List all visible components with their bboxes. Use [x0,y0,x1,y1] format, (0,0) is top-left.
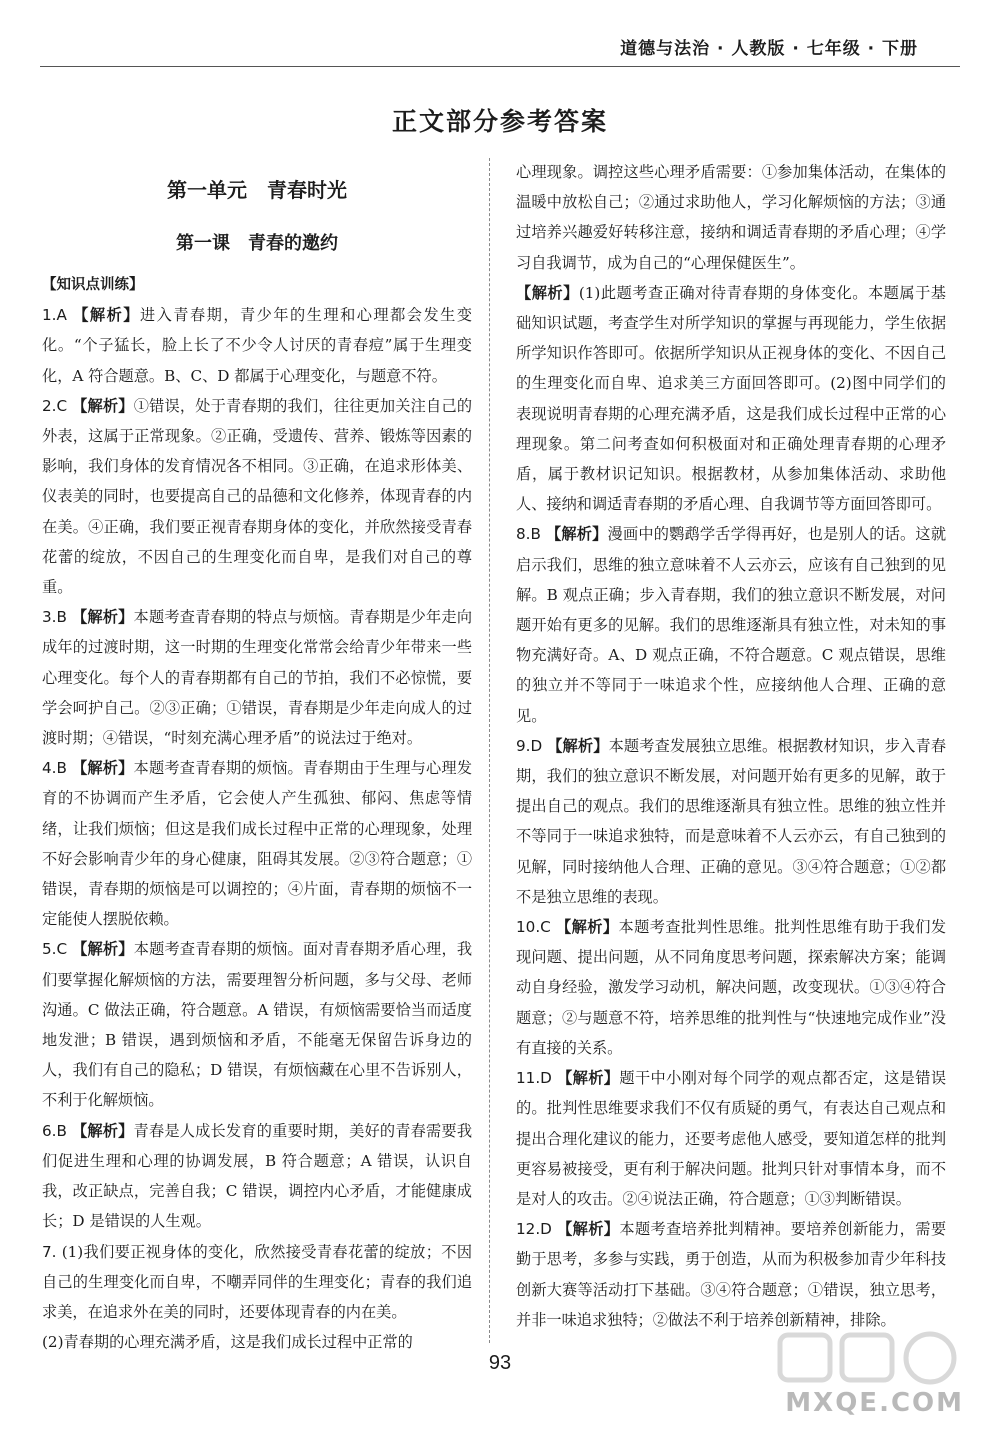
answer-item [516,1063,946,1214]
answer-text: 本题考查批判性思维。批判性思维有助于我们发现问题、提出问题，从不同角度思考问题，探索解决方案；能调动自身经验，激发学习动机，解决问题，改变现状。①③④符合题意；②与题意不符，培养思维的批判性与“快速地完成作业”没有直接的关系。 [516,918,947,1057]
page-title: 正文部分参考答案 [391,107,608,136]
answer-text: 心理现象。调控这些心理矛盾需要：①参加集体活动，在集体的温暖中放松自己；②通过求助他人，学习化解烦恼的方法；③通过培养兴趣爱好转移注意，接纳和调适青春期的矛盾心理；④学习自我调节，成为自己的“心理保健医生”。 [516,163,946,272]
answer-item [42,300,472,391]
answer-item [42,753,472,934]
watermark-text: MXQE.COM [785,1388,964,1418]
answer-text: (1)我们要正视身体的变化，欣然接受青春花蕾的绽放；不因自己的生理变化而自卑，不嘲弄同伴的生理变化；青春的我们追求美，在追求外在美的同时，还要体现青春的内在美。 [42,1242,473,1321]
left-answer-list [42,300,472,1357]
answer-item [516,912,946,1063]
answer-number: 5.C [42,940,68,959]
analysis-tag: 【解析】 [72,940,134,959]
answer-number: 11.D [516,1069,552,1088]
answer-number: 4.B [42,759,67,778]
answer-text: 题干中小刚对每个同学的观点都否定，这是错误的。批判性思维要求我们不仅有质疑的勇气，有表达自己观点和提出合理化建议的能力，还要考虑他人感受，要知道怎样的批判更容易被接受，更有利于解决问题。批判只针对事情本身，而不是对人的攻击。②④说法正确，符合题意；①③判断错误。 [516,1069,947,1208]
analysis-tag: 【解析】 [73,306,140,325]
answer-number: 3.B [42,608,67,627]
analysis-tag: 【解析】 [547,736,609,755]
answer-text: (2)青春期的心理充满矛盾，这是我们成长过程中正常的 [42,1333,413,1352]
lesson-heading: 第一课 青春的邀约 [176,233,338,254]
analysis-tag: 【解析】 [516,283,579,302]
unit-heading: 第一单元 青春时光 [167,178,347,202]
answer-item [42,602,472,753]
page-number: 93 [488,1352,512,1374]
answer-text: 漫画中的鹦鹉学舌学得再好，也是别人的话。这就启示我们，思维的独立意味着不人云亦云，应该有自己独到的见解。B 观点正确；步入青春期，我们的独立意识不断发展，对问题开始有更多的见解。我们的思维逐渐具有独立性，对未知的事物充满好奇。A、D 观点正确，不符合题意。C 观点错误，思维的独立并不等同于一味追求个性，应接纳他人合理、正确的意见。 [516,525,947,725]
answer-number: 2.C [42,396,68,415]
answer-text: 本题考查青春期的烦恼。面对青春期矛盾心理，我们要掌握化解烦恼的方法，需要理智分析问题，多与父母、老师沟通。C 做法正确，符合题意。A 错误，有烦恼需要恰当而适度地发泄；B 错误，遇到烦恼和矛盾，不能毫无保留告诉身边的人，我们有自己的隐私；D 错误，有烦恼藏在心里不告诉别人，不利于化解烦恼。 [42,940,473,1110]
column-divider [489,158,490,1343]
answer-item [42,1237,472,1328]
answer-text: 本题考查培养批判精神。要培养创新能力，需要勤于思考，多参与实践，勇于创造，从而为积极参加青少年科技创新大赛等活动打下基础。③④符合题意；①错误，独立思考，并非一味追求独特；②做法不利于培养创新精神，排除。 [516,1220,947,1329]
answer-number: 10.C [516,918,551,937]
analysis-tag: 【解析】 [545,525,608,544]
answer-number: 1.A [42,306,67,325]
right-answer-list [516,157,946,1335]
left-column [42,160,472,1357]
analysis-tag: 【解析】 [72,396,134,415]
header-rule [40,66,960,67]
section-label: 【知识点训练】 [42,277,144,293]
analysis-tag: 【解析】 [557,1069,620,1088]
answer-text: 青春是人成长发育的重要时期，美好的青春需要我们促进生理和心理的协调发展，B 符合题意；A 错误，认识自我，改正缺点，完善自我；C 错误，调控内心矛盾，才能健康成长；D 是错误的人生观。 [42,1121,473,1231]
answer-item [42,391,472,602]
answer-item [516,1214,946,1335]
answer-item [42,1116,472,1237]
right-column [516,157,946,1335]
answer-text: 本题考查青春期的特点与烦恼。青春期是少年走向成年的过渡时期，这一时期的生理变化常常会给青少年带来一些心理变化。每个人的青春期都有自己的节拍，我们不必惊慌，要学会呵护自己。②③正确；①错误，青春期是少年走向成人的过渡时期；④错误，“时刻充满心理矛盾”的说法过于绝对。 [42,608,473,748]
analysis-tag: 【解析】 [71,759,134,778]
answer-text: 本题考查发展独立思维。根据教材知识，步入青春期，我们的独立意识不断发展，对问题开始有更多的见解，敢于提出自己的观点。我们的思维逐渐具有独立性。思维的独立性并不等同于一味追求独特，而是意味着不人云亦云，有自己独到的见解，同时接纳他人合理、正确的意见。③④符合题意；①②都不是独立思维的表现。 [516,736,947,906]
answer-item [42,934,472,1115]
answer-number: 12.D [516,1220,552,1239]
analysis-tag: 【解析】 [556,918,619,937]
answer-text: ①错误，处于青春期的我们，往往更加关注自己的外表，这属于正常现象。②正确，受遗传、营养、锻炼等因素的影响，我们身体的发育情况各不相同。③正确，在追求形体美、仪表美的同时，也要提高自己的品德和文化修养，体现青春的内在美。④正确，我们要正视青春期身体的变化，并欣然接受青春花蕾的绽放，不因自己的生理变化而自卑，是我们对自己的尊重。 [42,396,473,597]
analysis-tag: 【解析】 [71,1121,134,1140]
answer-item [516,157,946,278]
answer-item [516,278,946,520]
analysis-tag: 【解析】 [71,608,134,627]
answer-number: 9.D [516,736,543,755]
answer-number: 6.B [42,1121,67,1140]
answer-item [516,731,946,912]
answer-item [516,519,946,730]
answer-number: 8.B [516,525,541,544]
answer-number: 7. [42,1242,57,1261]
answer-text: 本题考查青春期的烦恼。青春期由于生理与心理发育的不协调而产生矛盾，它会使人产生孤独、郁闷、焦虑等情绪，让我们烦恼；但这是我们成长过程中正常的心理现象，处理不好会影响青少年的身心健康，阻碍其发展。②③符合题意；①错误，青春期的烦恼是可以调控的；④片面，青春期的烦恼不一定能使人摆脱依赖。 [42,759,473,929]
analysis-tag: 【解析】 [557,1220,620,1239]
answer-text: (1)此题考查正确对待青春期的身体变化。本题属于基础知识试题，考查学生对所学知识的掌握与再现能力，学生依据所学知识作答即可。依据所学知识从正视身体的变化、不因自己的生理变化而自卑、追求美三方面回答即可。(2)图中同学们的表现说明青春期的心理充满矛盾，这是我们成长过程中正常的心理现象。第二问考查如何积极面对和正确处理青春期的心理矛盾，属于教材识记知识。根据教材，从参加集体活动、求助他人、接纳和调适青春期的矛盾心理、自我调节等方面回答即可。 [516,283,946,514]
answer-text: 进入青春期，青少年的生理和心理都会发生变化。“个子猛长，脸上长了不少令人讨厌的青春痘”属于生理变化，A 符合题意。B、C、D 都属于心理变化，与题意不符。 [42,306,473,385]
book-header: 道德与法治 · 人教版 · 七年级 · 下册 [620,39,918,59]
